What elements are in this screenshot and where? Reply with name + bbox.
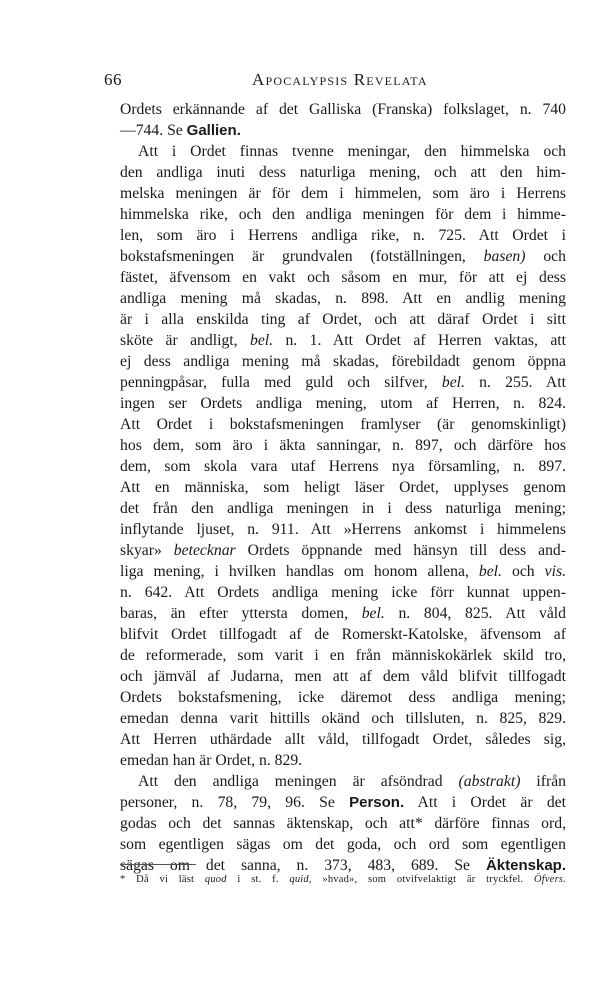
text-line [120, 204, 566, 225]
italic-term: (abstrakt) [458, 773, 521, 790]
text-run: Att i Ordet är det [404, 794, 566, 811]
text-run: Ordets öppnande med hänsyn till dess and- [235, 542, 566, 559]
text-run: himmelska rike, och den andliga meningen för dem i himme- [120, 206, 566, 223]
cross-reference: Äktenskap. [485, 857, 566, 874]
text-line [120, 498, 566, 519]
text-run: sköte är andligt, [120, 332, 250, 349]
italic-term: bel. [441, 374, 465, 391]
text-line [120, 372, 566, 393]
text-line [120, 582, 566, 603]
text-run: de reformerade, som varit i en från människokärlek skild tro, [120, 647, 566, 664]
page-number: 66 [104, 70, 122, 89]
text-run: Att en människa, som heligt läser Ordet, upplyses genom [120, 479, 566, 496]
text-line [120, 288, 566, 309]
text-line [120, 141, 566, 162]
footnote-text-2: i st. f. [226, 874, 290, 885]
text-run: emedan denna varit hittills okänd och tillsluten, n. 825, 829. [120, 710, 566, 727]
text-run: n. 804, 825. Att våld [384, 605, 566, 622]
text-line [120, 519, 566, 540]
cross-reference: Gallien. [186, 122, 241, 139]
text-run: —744. Se [120, 122, 187, 139]
text-run: fästet, äfvensom en vakt och såsom en mur, för att ej dess [120, 269, 566, 286]
text-line [120, 120, 566, 141]
text-run: liga mening, i hvilken handlas om honom allena, [120, 563, 479, 580]
text-line [120, 309, 566, 330]
italic-term: bel. [361, 605, 385, 622]
footnote-term-quod: quod [204, 874, 227, 885]
text-run: och [501, 563, 545, 580]
text-line [120, 771, 566, 792]
text-run: den andliga inuti dess naturliga mening, och att den him- [120, 164, 566, 181]
text-run: personer, n. 78, 79, 96. Se [120, 794, 350, 811]
text-run: ej dess andliga mening må skadas, förebildadt genom öppna [120, 353, 566, 370]
italic-term: bel. [249, 332, 274, 349]
text-line [120, 729, 566, 750]
text-run: andliga mening må skadas, n. 898. Att en andlig mening [120, 290, 566, 307]
footnote [120, 873, 566, 887]
footnote-signature: Öfvers. [533, 874, 566, 885]
text-run: godas och det sannas äktenskap, och att* därföre finnas ord, [120, 815, 566, 832]
text-run: Ordets bokstafsmening, icke däremot dess andliga mening; [120, 689, 566, 706]
text-run: n. 255. Att [464, 374, 566, 391]
text-run: melska meningen är för dem i himmelen, som äro i Herrens [120, 185, 566, 202]
italic-term: betecknar [173, 542, 236, 559]
text-line [120, 477, 566, 498]
text-line [120, 750, 566, 771]
italic-term: vis. [544, 563, 566, 580]
footnote-divider [120, 864, 196, 865]
text-line [120, 225, 566, 246]
text-line [120, 246, 566, 267]
text-run: ifrån [520, 773, 566, 790]
footnote-term-quid: quid, [289, 874, 312, 885]
text-line [120, 351, 566, 372]
cross-reference: Person. [349, 794, 405, 811]
text-line [120, 792, 566, 813]
text-run: bokstafsmeningen är grundvalen (fotställningen, [120, 248, 484, 265]
italic-term: bel. [478, 563, 502, 580]
italic-term: basen) [483, 248, 526, 265]
text-run: len, som äro i Herrens andliga rike, n. 725. Att Ordet i [120, 227, 566, 244]
text-run: Att Herren uthärdade allt våld, tillfogadt Ordet, således sig, [120, 731, 566, 748]
text-line [120, 708, 566, 729]
text-run: Att Ordet i bokstafsmeningen framlyser (är genomskinligt) [120, 416, 566, 433]
text-run: det från den andliga meningen in i dess naturliga mening; [120, 500, 566, 517]
text-line [120, 435, 566, 456]
text-line [120, 540, 566, 561]
footnote-text-3: »hvad», som otvifvelaktigt är tryckfel. [311, 874, 534, 885]
text-line [120, 666, 566, 687]
text-run: Att den andliga meningen är afsöndrad [138, 773, 459, 790]
text-line [120, 645, 566, 666]
text-line [120, 183, 566, 204]
text-run: dem, som skola vara utaf Herrens nya församling, n. 897. [120, 458, 566, 475]
text-line [120, 687, 566, 708]
text-run: n. 642. Att Ordets andliga mening icke förr kunnat uppen- [120, 584, 566, 601]
main-text [120, 99, 566, 876]
text-line [120, 393, 566, 414]
text-line [120, 813, 566, 834]
text-line [120, 624, 566, 645]
text-line [120, 99, 566, 120]
text-line [120, 330, 566, 351]
footnote-text-1: Då vi läst [125, 874, 205, 885]
text-line [120, 267, 566, 288]
text-run: blifvit Ordet tillfogadt af de Romerskt-Katolske, äfvensom af [120, 626, 566, 643]
text-run: och [525, 248, 566, 265]
text-run: inflytande ljuset, n. 911. Att »Herrens ankomst i himmelens [120, 521, 566, 538]
text-run: sägas om det sanna, n. 373, 483, 689. Se [120, 857, 486, 874]
text-run: baras, än efter yttersta domen, [120, 605, 362, 622]
text-run: Att i Ordet finnas tvenne meningar, den himmelska och [138, 143, 566, 160]
footnote-marker: * [120, 874, 126, 885]
text-run: ingen ser Ordets andliga mening, utom af Herren, n. 824. [120, 395, 566, 412]
text-line [120, 561, 566, 582]
text-line [120, 414, 566, 435]
text-run: och jämväl af Judarna, men att af dem våld blifvit tillfogadt [120, 668, 566, 685]
text-run: Ordets erkännande af det Galliska (Franska) folkslaget, n. 740 [120, 101, 566, 118]
running-title: Apocalypsis Revelata [252, 70, 428, 89]
text-run: hos dem, som äro i äkta sanningar, n. 897, och därföre hos [120, 437, 566, 454]
text-line [120, 162, 566, 183]
text-run: n. 1. Att Ordet af Herren vaktas, att [273, 332, 567, 349]
text-run: emedan han är Ordet, n. 829. [120, 752, 303, 769]
text-run: som egentligen sägas om det goda, och ord som egentligen [120, 836, 566, 853]
text-line [120, 834, 566, 855]
text-line [120, 603, 566, 624]
text-run: skyar» [120, 542, 174, 559]
text-run: är i alla enskilda ting af Ordet, och att däraf Ordet i sitt [120, 311, 566, 328]
text-run: penningpåsar, fulla med guld och silfver, [120, 374, 442, 391]
text-line [120, 456, 566, 477]
